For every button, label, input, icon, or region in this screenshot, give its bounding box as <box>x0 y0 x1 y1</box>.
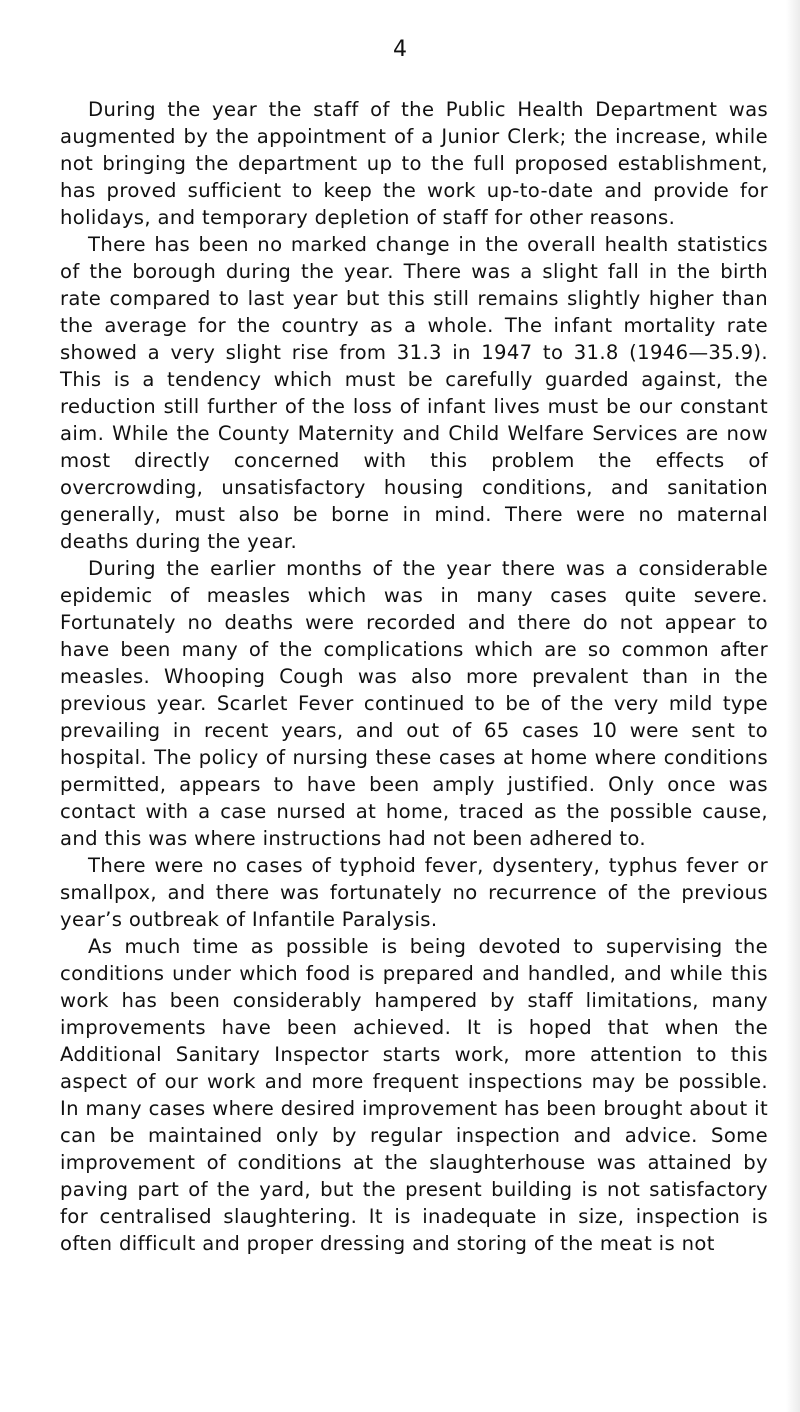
paragraph-notifiable-diseases: There were no cases of typhoid fever, dysentery, typhus fever or smallpox, and there was fortunately no recurrence of the previous year’s outbreak of Infantile Paralysis. <box>60 854 768 931</box>
body-text <box>60 96 768 1257</box>
paragraph-health-statistics: There has been no marked change in the overall health statistics of the borough during the year. There was a slight fall in the birth rate compared to last year but this still remains slightly higher than the average for the country as a whole. The infant mortality rate showed a very slight rise from 31.3 in 1947 to 31.8 (1946—35.9). This is a tendency which must be carefully guarded against, the reduction still further of the loss of infant lives must be our constant aim. While the County Maternity and Child Welfare Services are now most directly concerned with this problem the effects of overcrowding, unsatisfactory housing conditions, and sanitation generally, must also be borne in mind. There were no maternal deaths during the year. <box>60 233 768 553</box>
paragraph-measles-epidemic: During the earlier months of the year there was a considerable epidemic of measles which was in many cases quite severe. Fortunately no deaths were recorded and there do not appear to have been many of the complications which are so common after measles. Whooping Cough was also more prevalent than in the previous year. Scarlet Fever continued to be of the very mild type prevailing in recent years, and out of 65 cases 10 were sent to hospital. The policy of nursing these cases at home where conditions permitted, appears to have been amply justified. Only once was contact with a case nursed at home, traced as the possible cause, and this was where instructions had not been adhered to. <box>60 557 768 850</box>
paragraph-food-supervision: As much time as possible is being devoted to supervising the conditions under which food is prepared and handled, and while this work has been considerably hampered by staff limitations, many improvements have been achieved. It is hoped that when the Additional Sanitary Inspector starts work, more attention to this aspect of our work and more frequent inspections may be possible. In many cases where desired improvement has been brought about it can be maintained only by regular inspection and advice. Some improvement of conditions at the slaughterhouse was attained by paving part of the yard, but the present building is not satisfactory for centralised slaughtering. It is inadequate in size, inspection is often difficult and proper dressing and storing of the meat is not <box>60 935 768 1255</box>
paragraph-staffing: During the year the staff of the Public Health Department was augmented by the appointment of a Junior Clerk; the increase, while not bringing the department up to the full proposed establishment, has proved sufficient to keep the work up-to-date and provide for holidays, and temporary depletion of staff for other reasons. <box>60 98 768 229</box>
page-number: 4 <box>393 37 407 62</box>
page-edge-shadow <box>786 0 800 1412</box>
